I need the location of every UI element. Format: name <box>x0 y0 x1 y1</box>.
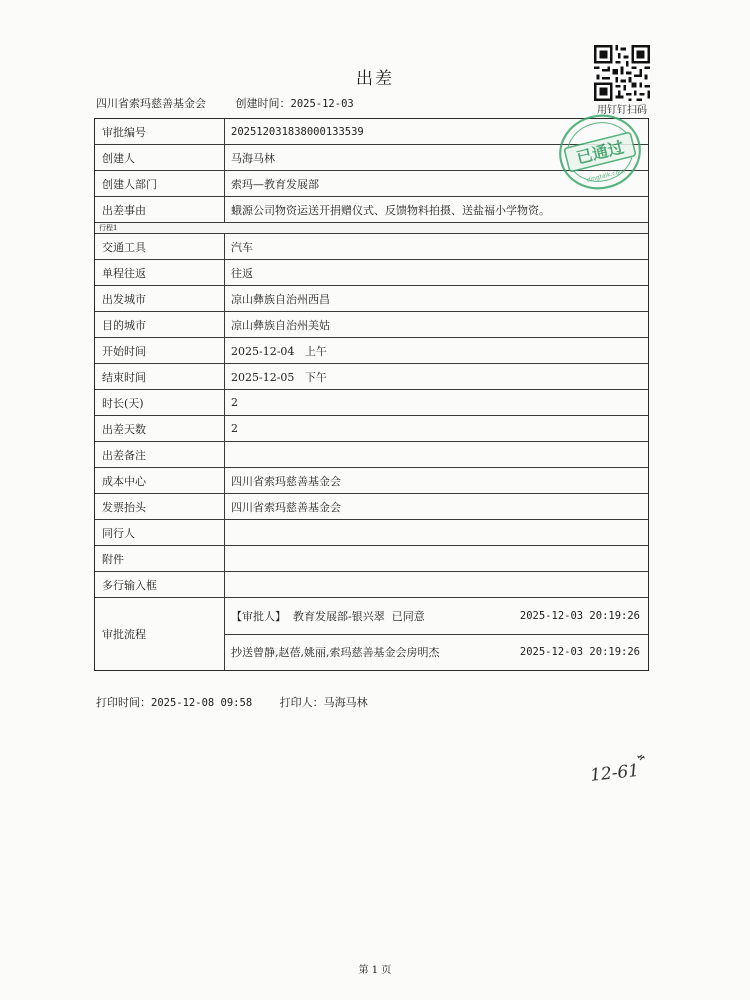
approval-steps <box>225 598 648 670</box>
row-trip-reason <box>95 197 648 223</box>
svg-text:12-61: 12-61 <box>589 760 641 786</box>
organization-name: 四川省索玛慈善基金会 <box>96 97 206 110</box>
print-time: 打印时间：2025-12-08 09:58 <box>96 696 253 709</box>
page-number: 第 1 页 <box>358 965 392 976</box>
qr-code-icon <box>594 45 650 101</box>
field-value: 2025-12-05 下午 <box>231 370 327 384</box>
row-multiline-input <box>95 572 648 598</box>
field-label: 出差事由 <box>95 197 225 222</box>
field-label: 目的城市 <box>95 312 225 337</box>
field-label: 出差天数 <box>95 416 225 441</box>
row-companions <box>95 520 648 546</box>
field-value: 蛾源公司物资运送开捐赠仪式、反馈物料拍摄、送盐福小学物资。 <box>231 203 550 217</box>
field-value: 2 <box>231 422 238 435</box>
document-meta <box>96 95 354 111</box>
row-start-time <box>95 338 648 364</box>
row-destination-city <box>95 312 648 338</box>
cc-step <box>225 634 648 671</box>
svg-text:已通过: 已通过 <box>574 137 626 168</box>
field-value: 202512031838000133539 <box>231 125 364 138</box>
field-label: 结束时间 <box>95 364 225 389</box>
row-invoice-title <box>95 494 648 520</box>
cc-step-time: 2025-12-03 20:19:26 <box>519 646 640 659</box>
field-value: 四川省索玛慈善基金会 <box>231 500 341 514</box>
row-trip-notes <box>95 442 648 468</box>
approval-step-text: 【审批人】 教育发展部-银兴翠 已同意 <box>231 609 425 623</box>
field-value: 2025-12-04 上午 <box>231 344 327 358</box>
field-label: 审批编号 <box>95 119 225 144</box>
field-value <box>225 572 648 597</box>
field-label: 成本中心 <box>95 468 225 493</box>
approval-step-time: 2025-12-03 20:19:26 <box>519 609 640 622</box>
field-label: 创建人 <box>95 145 225 170</box>
field-label: 多行输入框 <box>95 572 225 597</box>
handwritten-note <box>588 752 658 788</box>
field-value: 索玛—教育发展部 <box>231 177 319 191</box>
field-label: 同行人 <box>95 520 225 545</box>
row-end-time <box>95 364 648 390</box>
section-itinerary-1: 行程1 <box>95 223 648 234</box>
row-cost-center <box>95 468 648 494</box>
field-value: 往返 <box>231 266 253 280</box>
field-value: 凉山彝族自治州美姑 <box>231 318 330 332</box>
qr-scan-label: 用钉钉扫码 <box>597 105 647 116</box>
row-attachments <box>95 546 648 572</box>
travel-request-form <box>94 118 649 671</box>
field-value: 四川省索玛慈善基金会 <box>231 474 341 488</box>
field-label: 创建人部门 <box>95 171 225 196</box>
cc-step-text: 抄送曾静,赵蓓,姚丽,索玛慈善基金会房明杰 <box>231 646 440 660</box>
field-value: 汽车 <box>231 240 253 254</box>
field-value <box>225 520 648 545</box>
field-value: 马海马林 <box>231 151 275 165</box>
field-label: 交通工具 <box>95 234 225 259</box>
created-time: 创建时间：2025-12-03 <box>235 97 354 110</box>
printer-name: 打印人：马海马林 <box>279 696 368 709</box>
field-label: 时长(天) <box>95 390 225 415</box>
field-value: 凉山彝族自治州西昌 <box>231 292 330 306</box>
print-info <box>96 694 368 710</box>
field-label: 开始时间 <box>95 338 225 363</box>
svg-text:dingtalk.com: dingtalk.com <box>586 167 626 184</box>
row-departure-city <box>95 286 648 312</box>
field-value <box>225 442 648 467</box>
document-title: 出差 <box>356 69 394 89</box>
row-transport <box>95 234 648 260</box>
field-label: 出发城市 <box>95 286 225 311</box>
row-duration-days <box>95 390 648 416</box>
field-label: 审批流程 <box>95 598 225 670</box>
approval-step <box>225 598 648 634</box>
field-value <box>225 546 648 571</box>
field-label: 单程往返 <box>95 260 225 285</box>
field-value: 2 <box>231 396 238 409</box>
field-label: 附件 <box>95 546 225 571</box>
field-label: 发票抬头 <box>95 494 225 519</box>
row-trip-type <box>95 260 648 286</box>
row-approval-flow <box>95 598 648 670</box>
field-label: 出差备注 <box>95 442 225 467</box>
row-trip-days <box>95 416 648 442</box>
